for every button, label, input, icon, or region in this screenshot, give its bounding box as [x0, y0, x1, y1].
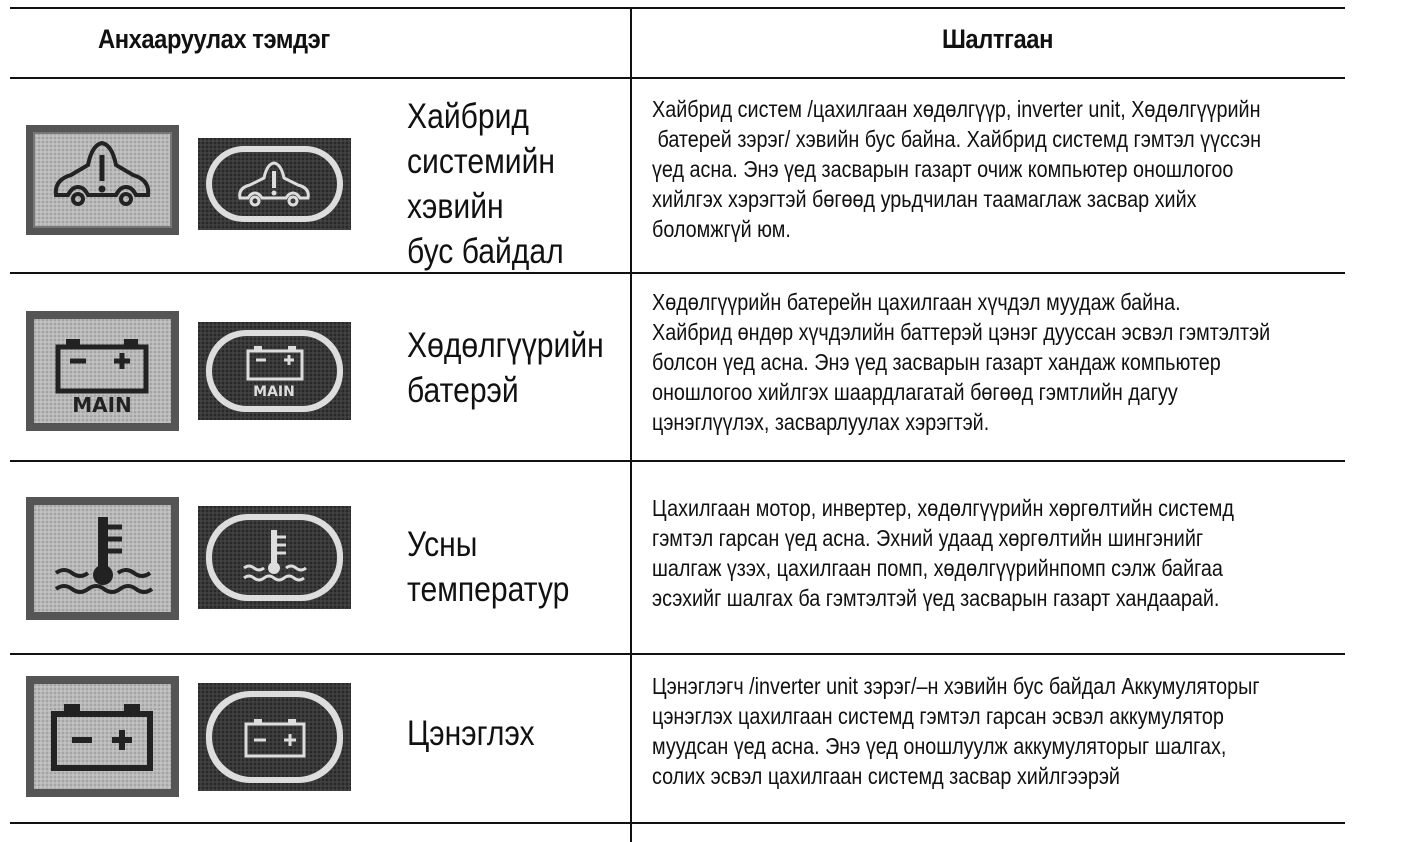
row-divider: [10, 653, 1345, 655]
cause-description: [652, 287, 1383, 437]
main-battery-icon-lit: [198, 322, 351, 420]
warning-name: [407, 323, 604, 413]
cause-description: [652, 671, 1383, 791]
warning-name: [407, 94, 564, 274]
warning-name: [407, 711, 535, 756]
warning-name-line: Хайбрид: [407, 97, 529, 136]
warning-name-line: хэвийн: [407, 187, 504, 226]
warning-name-line: Хөдөлгүүрийн: [407, 326, 604, 365]
hybrid-car-warning-icon: [26, 125, 179, 235]
cause-line: боломжгүй юм.: [652, 216, 791, 242]
coolant-temperature-icon-lit: [198, 506, 351, 609]
table-top-border: [10, 7, 1345, 9]
cause-line: оношлогоо хийлгэх шаардлагатай бөгөөд гэмтлийн дагуу: [652, 379, 1178, 405]
cause-description: [652, 493, 1383, 613]
warning-name-line: системийн: [407, 142, 556, 181]
cause-line: цэнэглүүлэх, засварлуулах хэрэгтэй.: [652, 409, 990, 435]
cause-line: батерей зэрэг/ хэвийн бус байна. Хайбрид системд гэмтэл үүссэн: [652, 126, 1262, 152]
main-label: MAIN: [253, 384, 295, 400]
cause-line: Хайбрид өндөр хүчдэлийн баттерэй цэнэг дууссан эсвэл гэмтэлтэй: [652, 319, 1271, 345]
cause-line: цэнэглэх цахилгаан системд гэмтэл гарсан эсвэл аккумулятор: [652, 703, 1224, 729]
row-divider: [10, 822, 1345, 824]
cause-description: [652, 94, 1383, 244]
column-header-signs: Анхааруулах тэмдэг: [98, 24, 330, 54]
charging-battery-icon: [26, 676, 179, 797]
warning-name-line: Цэнэглэх: [407, 714, 535, 753]
cause-line: Цэнэглэгч /inverter unit зэрэг/–н хэвийн бус байдал Аккумуляторыг: [652, 673, 1260, 699]
row-divider: [10, 272, 1345, 274]
column-divider: [630, 7, 632, 842]
warning-name: [407, 522, 569, 612]
cause-line: Хайбрид систем /цахилгаан хөдөлгүүр, inverter unit, Хөдөлгүүрийн: [652, 96, 1261, 122]
cause-line: муудсан үед асна. Энэ үед оношлуулж аккумуляторыг шалгах,: [652, 733, 1227, 759]
cause-line: гэмтэл гарсан үед асна. Эхний удаад хөргөлтийн шингэнийг: [652, 525, 1204, 551]
main-label: MAIN: [72, 393, 132, 417]
cause-line: Хөдөлгүүрийн батерейн цахилгаан хүчдэл муудаж байна.: [652, 289, 1181, 315]
cause-line: солих эсвэл цахилгаан системд засвар хийлгээрэй: [652, 763, 1120, 789]
warning-name-line: батерэй: [407, 371, 519, 410]
row-divider: [10, 460, 1345, 462]
cause-line: хийлгэх хэрэгтэй бөгөөд урьдчилан таамаглаж засвар хийх: [652, 186, 1197, 212]
charging-battery-icon-lit: [198, 683, 351, 791]
cause-line: эсэхийг шалгах ба гэмтэлтэй үед засварын газарт хандаарай.: [652, 585, 1220, 611]
cause-line: шалгаж үзэх, цахилгаан помп, хөдөлгүүрийнпомп сэлж байгаа: [652, 555, 1223, 581]
header-bottom-border: [10, 77, 1345, 79]
main-battery-icon: [26, 311, 179, 431]
cause-line: үед асна. Энэ үед засварын газарт очиж компьютер оношлогоо: [652, 156, 1234, 182]
warning-name-line: Усны: [407, 525, 478, 564]
cause-line: болсон үед асна. Энэ үед засварын газарт хандаж компьютер: [652, 349, 1221, 375]
column-header-cause: Шалтгаан: [942, 24, 1053, 54]
cause-line: Цахилгаан мотор, инвертер, хөдөлгүүрийн хөргөлтийн системд: [652, 495, 1234, 521]
warning-name-line: бус байдал: [407, 232, 564, 271]
hybrid-car-warning-icon-lit: [198, 138, 351, 230]
coolant-temperature-icon: [26, 497, 179, 620]
warning-name-line: температур: [407, 570, 570, 609]
